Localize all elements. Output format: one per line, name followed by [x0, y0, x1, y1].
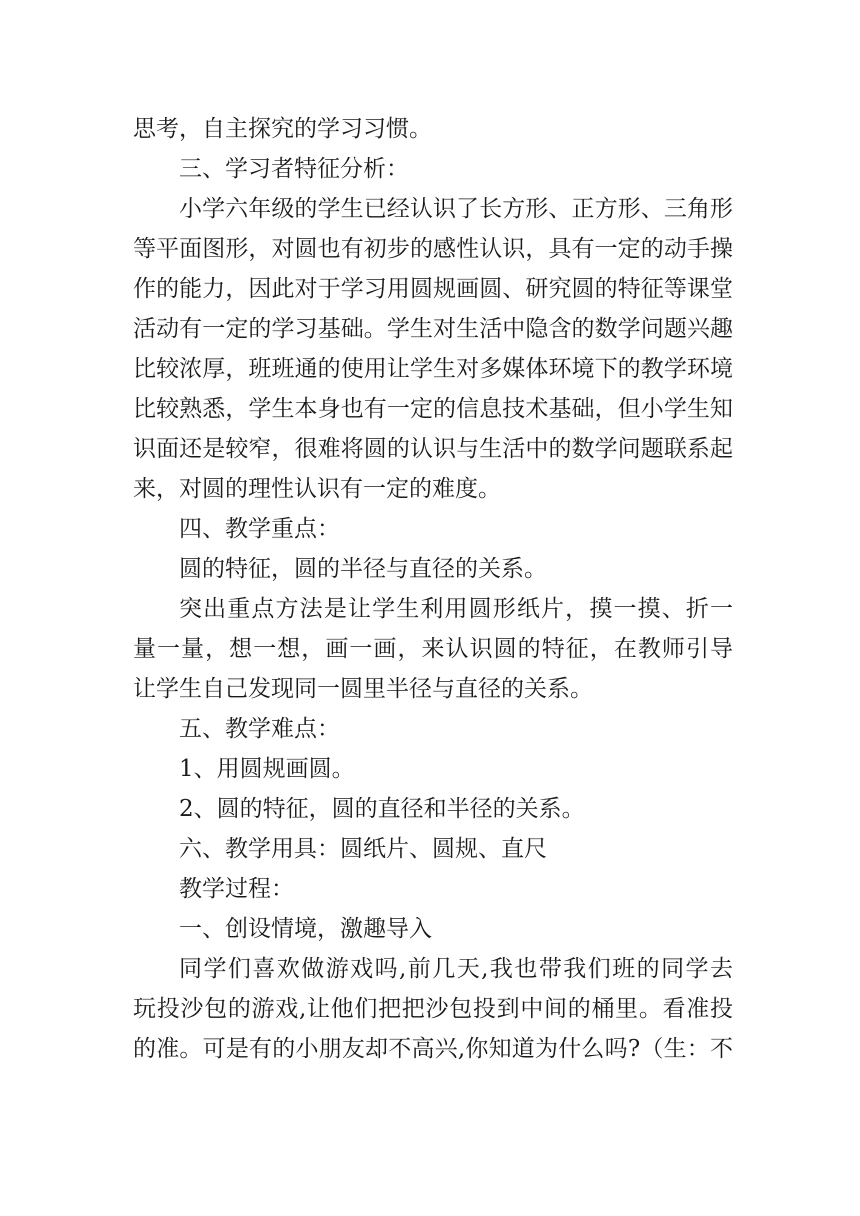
section-heading: 三、学习者特征分析： — [179, 156, 409, 182]
text-line: 思考，自主探究的学习习惯。 — [133, 116, 432, 142]
list-item: 2、圆的特征，圆的直径和半径的关系。 — [179, 796, 585, 822]
text-line: 等平面图形，对圆也有初步的感性认识，具有一定的动手操 — [133, 236, 733, 262]
text-line: 圆的特征，圆的半径与直径的关系。 — [179, 556, 547, 582]
text-line: 作的能力，因此对于学习用圆规画圆、研究圆的特征等课堂 — [133, 276, 733, 302]
text-line: 小学六年级的学生已经认识了长方形、正方形、三角形 — [179, 196, 733, 222]
text-line: 比较熟悉，学生本身也有一定的信息技术基础，但小学生知 — [133, 396, 733, 422]
text-line: 比较浓厚，班班通的使用让学生对多媒体环境下的教学环境 — [133, 356, 733, 382]
text-line: 同学们喜欢做游戏吗,前几天,我也带我们班的同学去 — [179, 956, 733, 982]
text-line: 量一量，想一想，画一画，来认识圆的特征，在教师引导 — [133, 636, 733, 662]
document-body — [133, 109, 733, 1069]
section-heading: 教学过程： — [179, 876, 294, 902]
section-heading: 一、创设情境，激趣导入 — [179, 916, 432, 942]
text-line: 活动有一定的学习基础。学生对生活中隐含的数学问题兴趣 — [133, 316, 733, 342]
section-heading: 五、教学难点： — [179, 716, 340, 742]
text-line: 玩投沙包的游戏,让他们把把沙包投到中间的桶里。看准投 — [133, 996, 733, 1022]
text-line: 让学生自己发现同一圆里半径与直径的关系。 — [133, 676, 593, 702]
text-line: 的准。可是有的小朋友却不高兴,你知道为什么吗?（生：不 — [133, 1036, 733, 1062]
list-item: 1、用圆规画圆。 — [179, 756, 355, 782]
section-heading: 六、教学用具：圆纸片、圆规、直尺 — [179, 836, 547, 862]
text-line: 识面还是较窄，很难将圆的认识与生活中的数学问题联系起 — [133, 436, 733, 462]
text-line: 突出重点方法是让学生利用圆形纸片，摸一摸、折一 — [179, 596, 733, 622]
text-line: 来，对圆的理性认识有一定的难度。 — [133, 476, 501, 502]
section-heading: 四、教学重点： — [179, 516, 340, 542]
